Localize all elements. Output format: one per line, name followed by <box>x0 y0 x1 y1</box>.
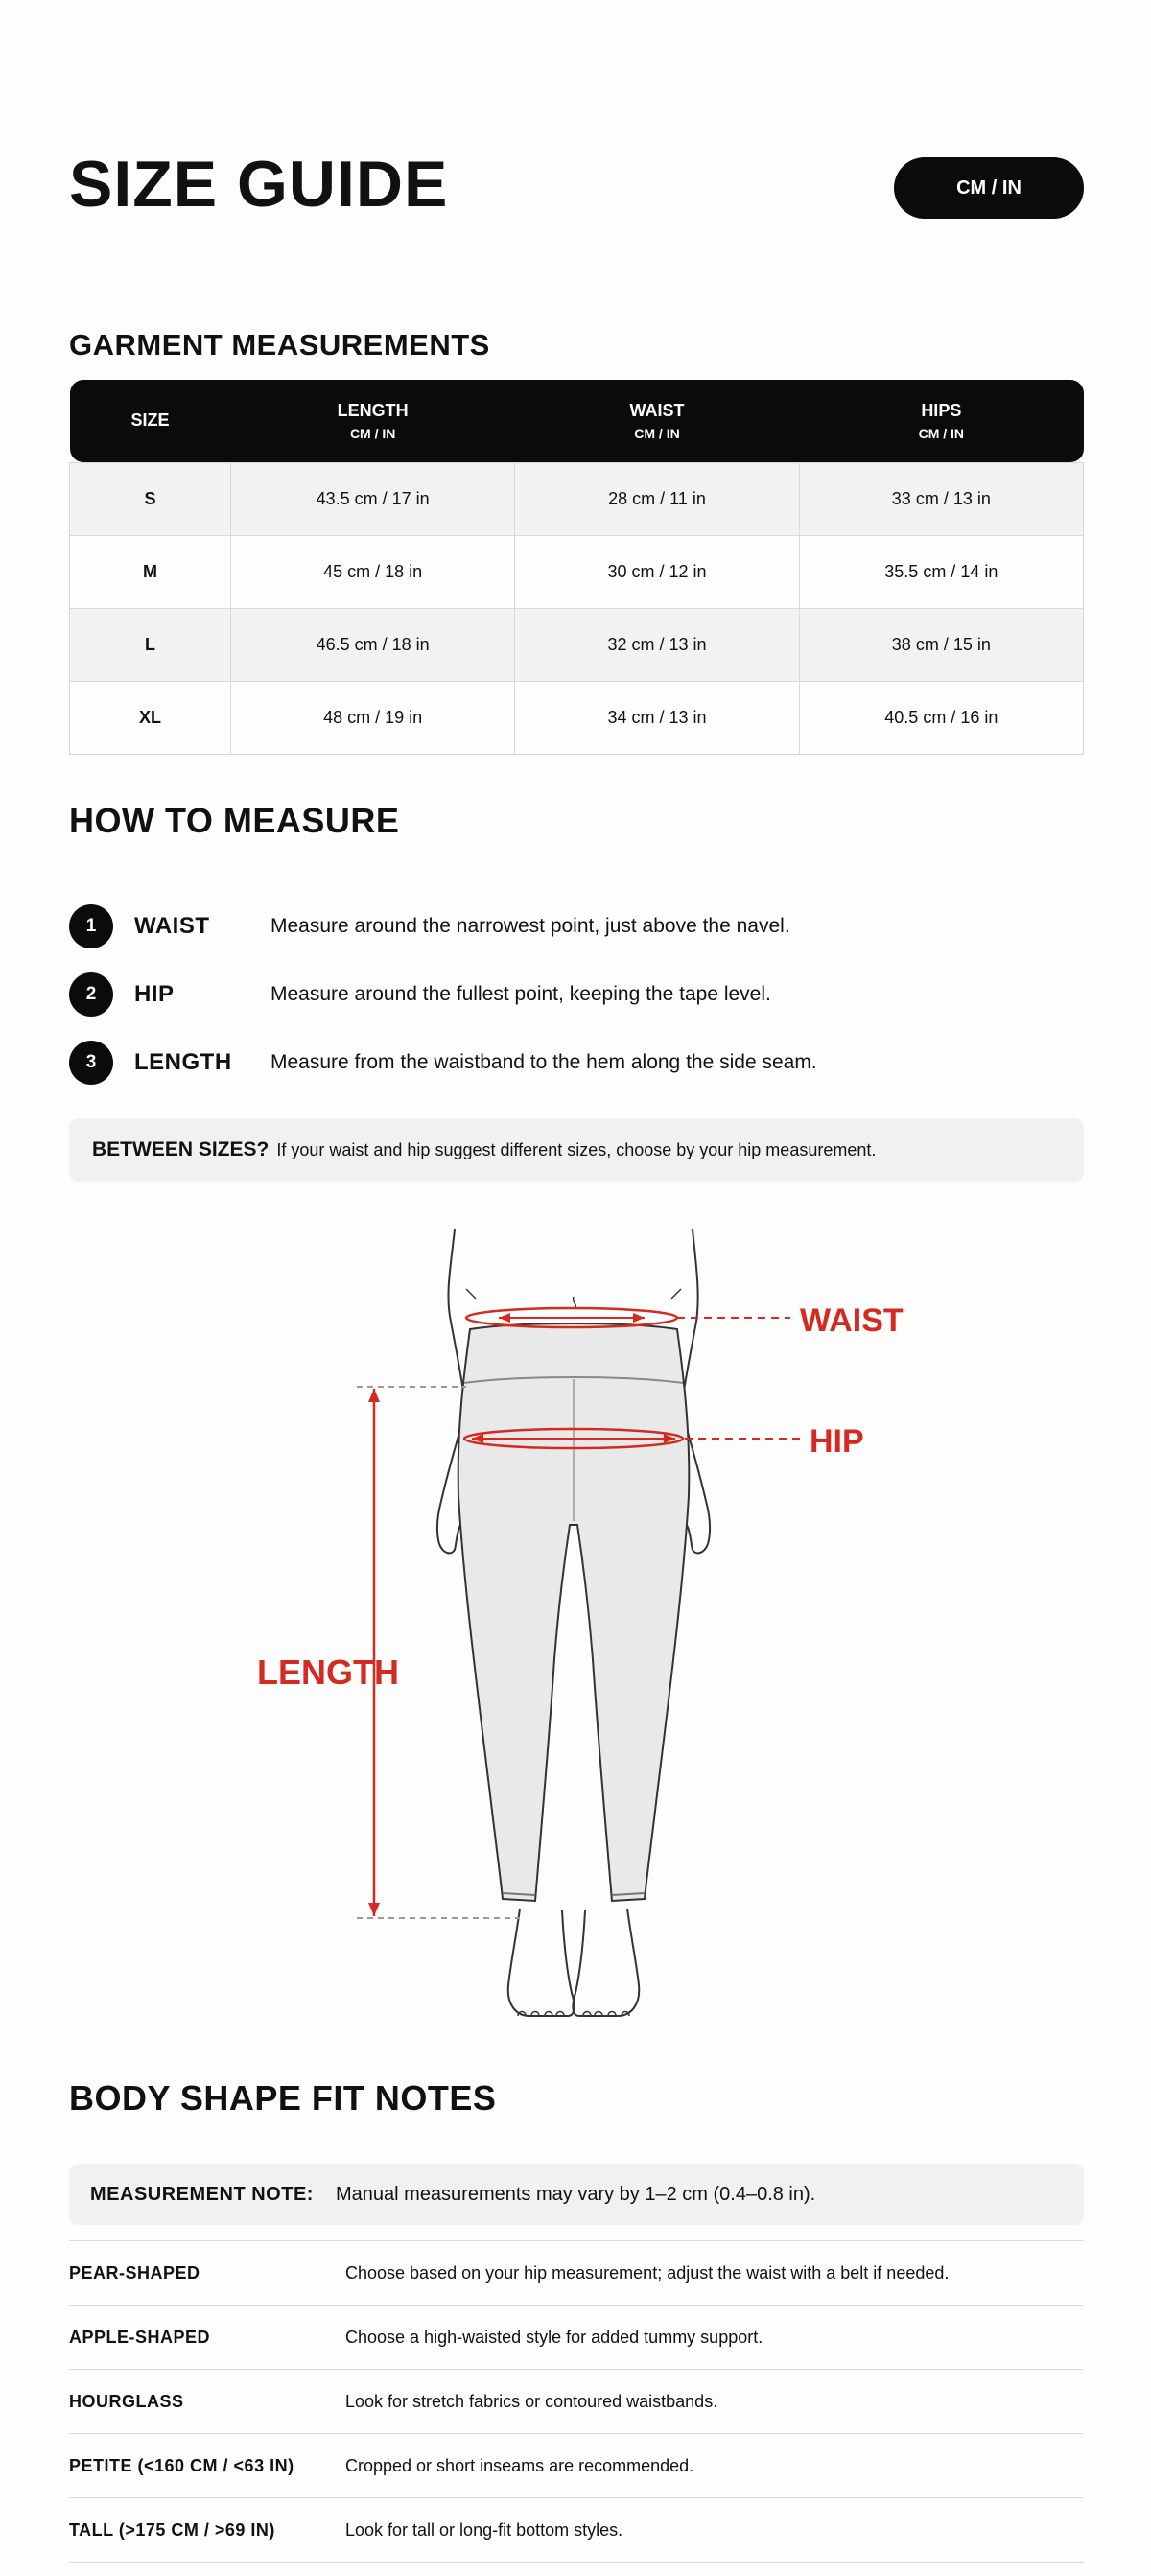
hips-cell: 38 cm / 15 in <box>799 608 1083 681</box>
step-description: Measure around the narrowest point, just above the navel. <box>270 915 790 937</box>
measurement-note <box>69 2164 1084 2225</box>
column-header-hips: HIPS CM / IN <box>799 380 1083 462</box>
column-header-length: LENGTH CM / IN <box>231 380 515 462</box>
waist-diagram-label: WAIST <box>800 1302 904 1339</box>
size-cell: XL <box>70 681 231 754</box>
waist-cell: 30 cm / 12 in <box>515 535 799 608</box>
table-row <box>70 535 1084 608</box>
waist-cell: 32 cm / 13 in <box>515 608 799 681</box>
page-title: SIZE GUIDE <box>69 148 449 221</box>
body-shape-name: HOURGLASS <box>69 2391 184 2411</box>
unit-toggle-button[interactable]: CM / IN <box>894 157 1084 219</box>
waist-cell: 28 cm / 11 in <box>515 462 799 535</box>
measurement-diagram <box>69 1208 1084 2052</box>
length-cell: 45 cm / 18 in <box>231 535 515 608</box>
list-item <box>69 2241 1084 2306</box>
column-header-waist: WAIST CM / IN <box>515 380 799 462</box>
step-number-badge: 1 <box>69 904 113 948</box>
list-item <box>69 2434 1084 2498</box>
step-description: Measure from the waistband to the hem along the side seam. <box>270 1051 817 1073</box>
length-cell: 48 cm / 19 in <box>231 681 515 754</box>
between-sizes-lead: BETWEEN SIZES? <box>92 1138 270 1160</box>
length-cell: 43.5 cm / 17 in <box>231 462 515 535</box>
list-item <box>69 2498 1084 2563</box>
step-hip <box>69 972 1084 1018</box>
step-name: HIP <box>134 981 175 1007</box>
step-description: Measure around the fullest point, keeping the tape level. <box>270 983 771 1005</box>
length-cell: 46.5 cm / 18 in <box>231 608 515 681</box>
step-number-badge: 3 <box>69 1041 113 1085</box>
list-item <box>69 2370 1084 2434</box>
size-cell: L <box>70 608 231 681</box>
waist-cell: 34 cm / 13 in <box>515 681 799 754</box>
step-name: WAIST <box>134 913 210 939</box>
step-name: LENGTH <box>134 1049 232 1075</box>
body-shape-tip: Look for tall or long-fit bottom styles. <box>345 2519 623 2540</box>
fit-notes-list <box>69 2240 1084 2563</box>
body-shape-name: PEAR-SHAPED <box>69 2262 200 2283</box>
column-header-size: SIZE <box>70 380 231 462</box>
step-length <box>69 1040 1084 1086</box>
hips-cell: 35.5 cm / 14 in <box>799 535 1083 608</box>
body-shape-tip: Cropped or short inseams are recommended. <box>345 2455 694 2475</box>
table-row <box>70 608 1084 681</box>
table-header-row <box>70 380 1084 462</box>
size-cell: S <box>70 462 231 535</box>
body-shape-tip: Choose a high-waisted style for added tummy support. <box>345 2327 763 2347</box>
body-shape-fit-notes-title: BODY SHAPE FIT NOTES <box>69 2078 497 2118</box>
leggings-figure-svg <box>69 1208 1084 2052</box>
step-waist <box>69 903 1084 949</box>
hip-diagram-label: HIP <box>810 1423 864 1460</box>
body-shape-tip: Look for stretch fabrics or contoured waistbands. <box>345 2391 718 2411</box>
table-row <box>70 462 1084 535</box>
hips-cell: 33 cm / 13 in <box>799 462 1083 535</box>
garment-measurements-title: GARMENT MEASUREMENTS <box>69 328 490 362</box>
measurement-note-lead: MEASUREMENT NOTE: <box>90 2183 314 2205</box>
measurement-note-text: Manual measurements may vary by 1–2 cm (0.4–0.8 in). <box>336 2183 816 2205</box>
table-row <box>70 681 1084 754</box>
list-item <box>69 2306 1084 2370</box>
body-shape-tip: Choose based on your hip measurement; adjust the waist with a belt if needed. <box>345 2262 950 2283</box>
body-shape-name: APPLE-SHAPED <box>69 2327 211 2347</box>
step-number-badge: 2 <box>69 972 113 1017</box>
between-sizes-text: If your waist and hip suggest different sizes, choose by your hip measurement. <box>276 1139 877 1159</box>
how-to-measure-title: HOW TO MEASURE <box>69 801 400 840</box>
size-table <box>69 380 1084 755</box>
hips-cell: 40.5 cm / 16 in <box>799 681 1083 754</box>
length-diagram-label: LENGTH <box>257 1652 399 1692</box>
size-cell: M <box>70 535 231 608</box>
between-sizes-callout <box>69 1118 1084 1182</box>
body-shape-name: PETITE (<160 CM / <63 IN) <box>69 2455 294 2475</box>
body-shape-name: TALL (>175 CM / >69 IN) <box>69 2519 275 2540</box>
